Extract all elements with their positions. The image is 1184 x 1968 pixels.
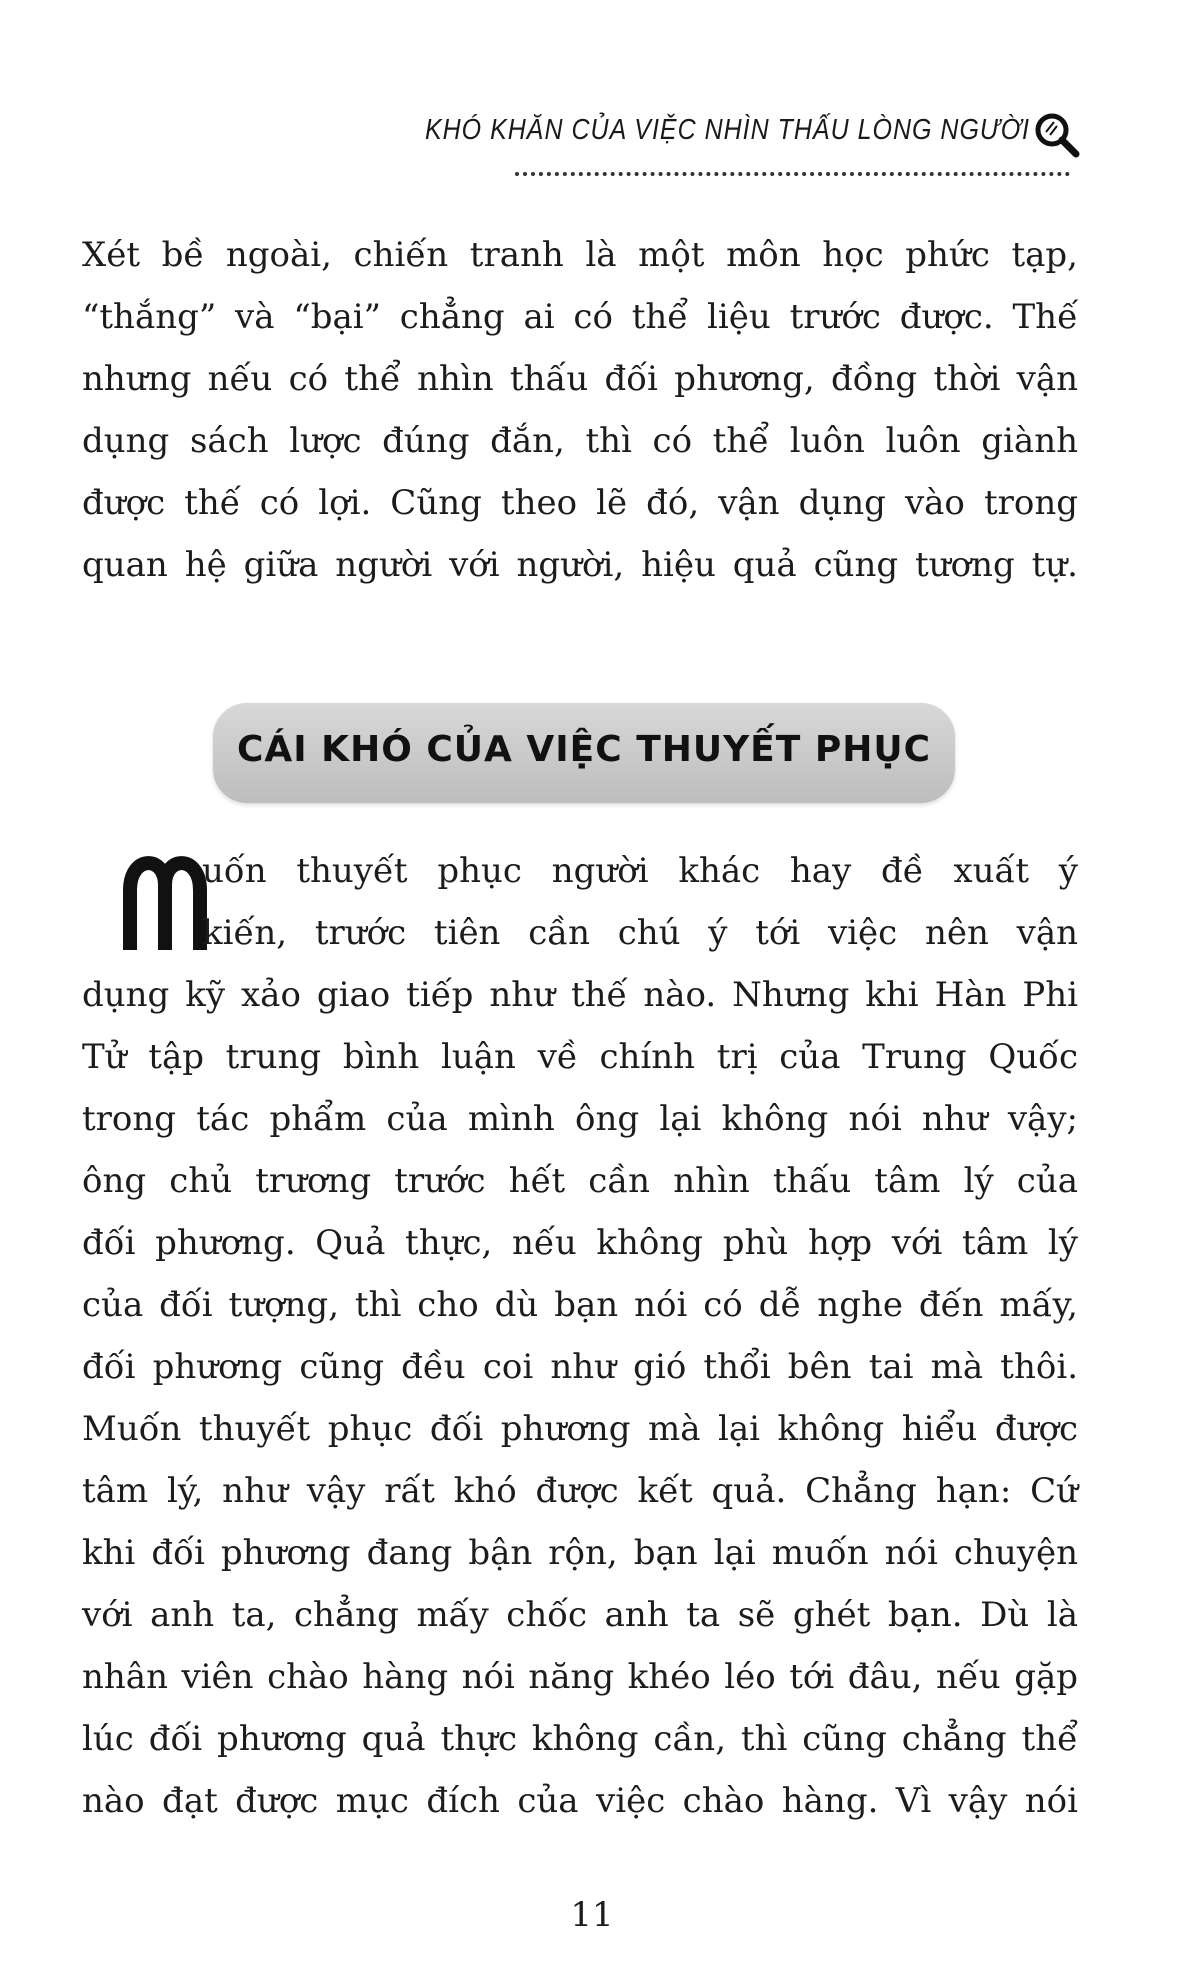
magnifier-icon — [1032, 110, 1080, 158]
text-line: quan hệ giữa người với người, hiệu quả cũng tương tự. — [82, 545, 1078, 585]
text-line: với anh ta, chẳng mấy chốc anh ta sẽ ghét bạn. Dù là — [82, 1595, 1078, 1635]
text-line: lúc đối phương quả thực không cần, thì cũng chẳng thể — [82, 1719, 1078, 1759]
intro-paragraph — [82, 224, 1078, 596]
text-line: Muốn thuyết phục đối phương mà lại không hiểu được — [82, 1409, 1078, 1449]
text-line: được thế có lợi. Cũng theo lẽ đó, vận dụng vào trong — [82, 483, 1078, 523]
text-line: tâm lý, như vậy rất khó được kết quả. Chẳng hạn: Cứ — [82, 1471, 1078, 1511]
text-line: đối phương. Quả thực, nếu không phù hợp với tâm lý — [82, 1223, 1078, 1263]
text-line: nhưng nếu có thể nhìn thấu đối phương, đồng thời vận — [82, 359, 1078, 399]
page-number: 11 — [570, 1895, 614, 1935]
section-title: CÁI KHÓ CỦA VIỆC THUYẾT PHỤC — [236, 729, 932, 770]
section-heading-band — [213, 703, 955, 803]
text-line: “thắng” và “bại” chẳng ai có thể liệu trước được. Thế — [82, 297, 1078, 337]
text-line: kiến, trước tiên cần chú ý tới việc nên vận — [202, 913, 1078, 953]
text-line: trong tác phẩm của mình ông lại không nói như vậy; — [82, 1099, 1078, 1139]
text-line: đối phương cũng đều coi như gió thổi bên tai mà thôi. — [82, 1347, 1078, 1387]
text-line: uốn thuyết phục người khác hay đề xuất ý — [202, 851, 1078, 891]
main-paragraph — [82, 840, 1078, 1832]
text-line: nhân viên chào hàng nói năng khéo léo tới đâu, nếu gặp — [82, 1657, 1078, 1697]
text-line: ông chủ trương trước hết cần nhìn thấu tâm lý của — [82, 1161, 1078, 1201]
text-line: dụng sách lược đúng đắn, thì có thể luôn luôn giành — [82, 421, 1078, 461]
running-header — [424, 110, 1080, 160]
text-line: nào đạt được mục đích của việc chào hàng. Vì vậy nói — [82, 1781, 1078, 1821]
text-line: Tử tập trung bình luận về chính trị của Trung Quốc — [82, 1037, 1078, 1077]
text-line: khi đối phương đang bận rộn, bạn lại muốn nói chuyện — [82, 1533, 1078, 1573]
text-line: dụng kỹ xảo giao tiếp như thế nào. Nhưng khi Hàn Phi — [82, 975, 1078, 1015]
text-line: của đối tượng, thì cho dù bạn nói có dễ nghe đến mấy, — [82, 1285, 1078, 1325]
header-dotted-rule — [515, 172, 1070, 176]
running-title: KHÓ KHĂN CỦA VIỆC NHÌN THẤU LÒNG NGƯỜI — [424, 113, 1030, 147]
text-line: Xét bề ngoài, chiến tranh là một môn học phức tạp, — [82, 235, 1078, 275]
